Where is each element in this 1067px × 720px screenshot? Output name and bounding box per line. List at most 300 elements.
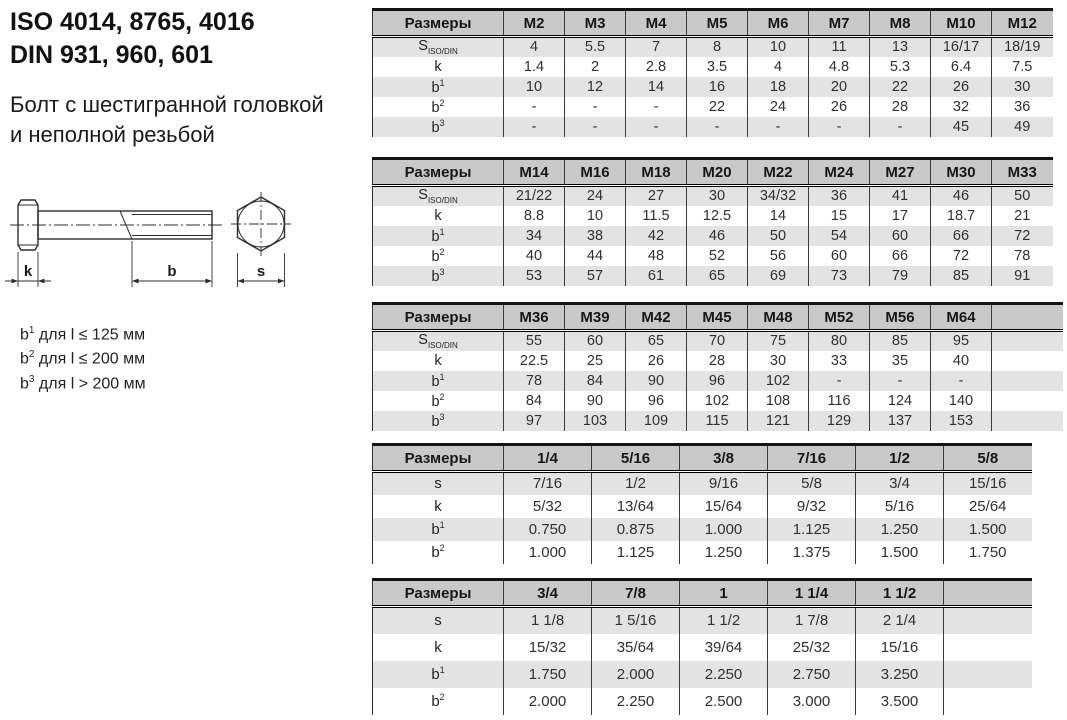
value-cell: 116	[809, 391, 870, 411]
value-cell: 18	[748, 77, 809, 97]
table-row	[373, 391, 1063, 411]
size-column-header	[992, 304, 1063, 331]
value-cell	[992, 411, 1063, 431]
size-column-header: M7	[809, 10, 870, 37]
value-cell: 2.250	[592, 688, 680, 715]
value-cell: 35/64	[592, 634, 680, 661]
value-cell: -	[931, 371, 992, 391]
dimension-k	[5, 252, 51, 287]
value-cell: 17	[870, 206, 931, 226]
value-cell: 21	[992, 206, 1053, 226]
value-cell: 48	[626, 246, 687, 266]
value-cell: -	[565, 97, 626, 117]
value-cell: 15/16	[856, 634, 944, 661]
value-cell: 40	[504, 246, 565, 266]
size-column-header: 7/16	[768, 445, 856, 472]
value-cell: 27	[626, 186, 687, 206]
value-cell: -	[870, 117, 931, 137]
value-cell: 3.500	[856, 688, 944, 715]
subtitle-line-1: Болт с шестигранной головкой	[10, 92, 324, 117]
page-title	[10, 6, 255, 72]
value-cell: 11.5	[626, 206, 687, 226]
bolt-drawing	[0, 188, 300, 293]
value-cell: 3.000	[768, 688, 856, 715]
size-column-header: 1	[680, 580, 768, 607]
value-cell: 22	[687, 97, 748, 117]
size-column-header: 5/16	[592, 445, 680, 472]
value-cell: 40	[931, 351, 992, 371]
value-cell: 103	[565, 411, 626, 431]
value-cell: 1.000	[504, 541, 592, 564]
row-label-cell: k	[434, 352, 442, 369]
row-label-cell: $b^1$	[431, 520, 445, 538]
value-cell: 41	[870, 186, 931, 206]
table-row	[373, 186, 1053, 206]
value-cell: 75	[748, 331, 809, 351]
value-cell: 7/16	[504, 472, 592, 495]
value-cell: 7	[626, 37, 687, 57]
size-column-header: M36	[504, 304, 565, 331]
value-cell	[992, 351, 1063, 371]
value-cell: 3.5	[687, 57, 748, 77]
value-cell: 5/16	[856, 495, 944, 518]
value-cell: 66	[870, 246, 931, 266]
row-label-cell: s	[434, 475, 442, 493]
dimension-s-label: s	[256, 263, 266, 280]
value-cell: 153	[931, 411, 992, 431]
row-label-cell: $b^1$	[431, 371, 445, 390]
size-column-header: 7/8	[592, 580, 680, 607]
row-label-cell: s	[434, 612, 442, 630]
footnote-b2: $b^2$ для l ≤ 200 мм	[20, 349, 146, 368]
size-column-header: M42	[626, 304, 687, 331]
value-cell: 72	[931, 246, 992, 266]
size-column-header: M5	[687, 10, 748, 37]
value-cell: -	[809, 371, 870, 391]
value-cell: 5.5	[565, 37, 626, 57]
value-cell: 10	[504, 77, 565, 97]
size-column-header: M16	[565, 159, 626, 186]
table-row	[373, 206, 1053, 226]
value-cell: 33	[809, 351, 870, 371]
row-label-cell: k	[434, 497, 442, 515]
value-cell: 3/4	[856, 472, 944, 495]
value-cell: 1.375	[768, 541, 856, 564]
value-cell: 140	[931, 391, 992, 411]
value-cell: -	[626, 97, 687, 117]
dimension-table	[372, 302, 1063, 431]
row-label-cell: $b^1$	[431, 665, 445, 683]
value-cell: 102	[748, 371, 809, 391]
value-cell: 45	[931, 117, 992, 137]
size-column-header: M18	[626, 159, 687, 186]
value-cell: 26	[626, 351, 687, 371]
row-label-cell: $b^3$	[431, 117, 445, 136]
size-column-header: M6	[748, 10, 809, 37]
value-cell: 15/32	[504, 634, 592, 661]
table-row	[373, 688, 1032, 715]
size-column-header: M10	[931, 10, 992, 37]
value-cell: 1.500	[856, 541, 944, 564]
value-cell: 96	[687, 371, 748, 391]
value-cell: 56	[748, 246, 809, 266]
value-cell: 5/8	[768, 472, 856, 495]
value-cell: 1.250	[856, 518, 944, 541]
value-cell: 24	[748, 97, 809, 117]
size-column-header: M52	[809, 304, 870, 331]
value-cell: 16/17	[931, 37, 992, 57]
value-cell: 39/64	[680, 634, 768, 661]
value-cell: 30	[687, 186, 748, 206]
value-cell: 60	[870, 226, 931, 246]
bolt-hex-view	[231, 192, 291, 257]
value-cell: 80	[809, 331, 870, 351]
value-cell: 4	[748, 57, 809, 77]
size-column-header: M48	[748, 304, 809, 331]
value-cell: 79	[870, 266, 931, 286]
size-column-header: M45	[687, 304, 748, 331]
table-row	[373, 518, 1032, 541]
value-cell: 10	[748, 37, 809, 57]
value-cell: 1.125	[768, 518, 856, 541]
value-cell: 38	[565, 226, 626, 246]
value-cell: 115	[687, 411, 748, 431]
value-cell: 1.750	[504, 661, 592, 688]
row-label-cell: $b^3$	[431, 411, 445, 430]
row-label-cell: $S_{ISO/DIN}$	[418, 332, 458, 351]
table-row	[373, 541, 1032, 564]
value-cell	[944, 661, 1032, 688]
value-cell: 15/64	[680, 495, 768, 518]
value-cell: -	[565, 117, 626, 137]
value-cell: 1.500	[944, 518, 1032, 541]
footnote-b3: $b^3$ для l > 200 мм	[20, 373, 146, 392]
sizes-header-cell: Размеры	[373, 304, 504, 331]
dimension-b	[132, 241, 212, 287]
value-cell: 65	[626, 331, 687, 351]
dimension-k-label: k	[23, 263, 33, 280]
value-cell: 49	[992, 117, 1053, 137]
page-subtitle	[10, 90, 324, 150]
row-label-cell: $b^2$	[431, 692, 445, 710]
value-cell: 22	[870, 77, 931, 97]
value-cell: 25/64	[944, 495, 1032, 518]
value-cell: 36	[992, 97, 1053, 117]
value-cell: 28	[687, 351, 748, 371]
row-label-cell: $b^2$	[431, 246, 445, 265]
value-cell	[992, 331, 1063, 351]
size-column-header: 1 1/4	[768, 580, 856, 607]
value-cell: 66	[931, 226, 992, 246]
value-cell: 2	[565, 57, 626, 77]
size-column-header: M14	[504, 159, 565, 186]
size-column-header: M64	[931, 304, 992, 331]
value-cell: 36	[809, 186, 870, 206]
size-column-header: 1/4	[504, 445, 592, 472]
value-cell	[944, 688, 1032, 715]
value-cell: 0.875	[592, 518, 680, 541]
table-row	[373, 495, 1032, 518]
dimension-b-label: b	[167, 263, 177, 280]
value-cell: 32	[931, 97, 992, 117]
footnotes	[20, 321, 146, 394]
value-cell: 78	[504, 371, 565, 391]
value-cell: 24	[565, 186, 626, 206]
row-label-cell: $b^1$	[431, 226, 445, 245]
value-cell: 73	[809, 266, 870, 286]
row-label-cell: $b^2$	[431, 543, 445, 561]
value-cell: 121	[748, 411, 809, 431]
value-cell: 53	[504, 266, 565, 286]
value-cell: 72	[992, 226, 1053, 246]
value-cell: -	[626, 117, 687, 137]
value-cell: 70	[687, 331, 748, 351]
size-column-header: M56	[870, 304, 931, 331]
value-cell: 18.7	[931, 206, 992, 226]
value-cell: 60	[809, 246, 870, 266]
value-cell: 96	[626, 391, 687, 411]
value-cell: -	[504, 117, 565, 137]
size-column-header: M39	[565, 304, 626, 331]
value-cell: 60	[565, 331, 626, 351]
value-cell: 15	[809, 206, 870, 226]
table-inch-quarter-to-5-8	[372, 443, 1032, 564]
value-cell: 90	[626, 371, 687, 391]
value-cell	[944, 634, 1032, 661]
value-cell: 34/32	[748, 186, 809, 206]
value-cell: 14	[626, 77, 687, 97]
value-cell: 90	[565, 391, 626, 411]
value-cell: 129	[809, 411, 870, 431]
value-cell: 84	[504, 391, 565, 411]
size-column-header: M3	[565, 10, 626, 37]
value-cell: 137	[870, 411, 931, 431]
value-cell: 97	[504, 411, 565, 431]
value-cell	[944, 607, 1032, 634]
value-cell: 8	[687, 37, 748, 57]
size-column-header: M33	[992, 159, 1053, 186]
table-row	[373, 77, 1053, 97]
table-row	[373, 411, 1063, 431]
value-cell: 16	[687, 77, 748, 97]
value-cell: 0.750	[504, 518, 592, 541]
value-cell: 1.250	[680, 541, 768, 564]
value-cell: 46	[931, 186, 992, 206]
value-cell: -	[504, 97, 565, 117]
table-row	[373, 661, 1032, 688]
row-label-cell: $b^2$	[431, 97, 445, 116]
value-cell: 2.500	[680, 688, 768, 715]
row-label-cell: $b^2$	[431, 391, 445, 410]
dimension-table	[372, 578, 1032, 715]
sizes-header-cell: Размеры	[373, 159, 504, 186]
value-cell: 44	[565, 246, 626, 266]
value-cell: 61	[626, 266, 687, 286]
table-row	[373, 117, 1053, 137]
value-cell: -	[809, 117, 870, 137]
table-row	[373, 97, 1053, 117]
value-cell: 25/32	[768, 634, 856, 661]
table-row	[373, 371, 1063, 391]
size-column-header: M30	[931, 159, 992, 186]
table-row	[373, 37, 1053, 57]
size-column-header: M12	[992, 10, 1053, 37]
table-row	[373, 351, 1063, 371]
value-cell: 50	[992, 186, 1053, 206]
row-label-cell: $S_{ISO/DIN}$	[418, 187, 458, 206]
value-cell: 5.3	[870, 57, 931, 77]
value-cell: 35	[870, 351, 931, 371]
value-cell: 85	[870, 331, 931, 351]
value-cell: 22.5	[504, 351, 565, 371]
value-cell: 10	[565, 206, 626, 226]
value-cell: 1.000	[680, 518, 768, 541]
value-cell: 1/2	[592, 472, 680, 495]
value-cell: 2 1/4	[856, 607, 944, 634]
value-cell: 57	[565, 266, 626, 286]
value-cell: 20	[809, 77, 870, 97]
row-label-cell: $b^3$	[431, 266, 445, 285]
row-label-cell: k	[434, 58, 442, 75]
subtitle-line-2: и неполной резьбой	[10, 122, 215, 147]
value-cell: 15/16	[944, 472, 1032, 495]
value-cell: 109	[626, 411, 687, 431]
value-cell: -	[870, 371, 931, 391]
value-cell: 1 1/8	[504, 607, 592, 634]
value-cell: 55	[504, 331, 565, 351]
sizes-header-cell: Размеры	[373, 10, 504, 37]
dimension-s	[238, 253, 285, 287]
dimension-table	[372, 157, 1053, 286]
size-column-header: M20	[687, 159, 748, 186]
value-cell	[992, 371, 1063, 391]
dimension-table	[372, 8, 1053, 137]
row-label-cell: $S_{ISO/DIN}$	[418, 38, 458, 57]
size-column-header: M8	[870, 10, 931, 37]
value-cell: 95	[931, 331, 992, 351]
table-m14-m33	[372, 157, 1053, 286]
table-m36-m64	[372, 302, 1063, 431]
value-cell: -	[748, 117, 809, 137]
value-cell: 54	[809, 226, 870, 246]
value-cell: 102	[687, 391, 748, 411]
table-row	[373, 634, 1032, 661]
size-column-header: 3/4	[504, 580, 592, 607]
value-cell: 4	[504, 37, 565, 57]
value-cell: 65	[687, 266, 748, 286]
size-column-header: M27	[870, 159, 931, 186]
value-cell: 84	[565, 371, 626, 391]
value-cell: 26	[931, 77, 992, 97]
value-cell: 2.8	[626, 57, 687, 77]
table-row	[373, 331, 1063, 351]
size-column-header: M4	[626, 10, 687, 37]
value-cell: 2.000	[592, 661, 680, 688]
footnote-b1: $b^1$ для l ≤ 125 мм	[20, 325, 146, 344]
value-cell: 6.4	[931, 57, 992, 77]
value-cell: 78	[992, 246, 1053, 266]
table-row	[373, 246, 1053, 266]
value-cell: 1.125	[592, 541, 680, 564]
value-cell: 108	[748, 391, 809, 411]
value-cell: 1.4	[504, 57, 565, 77]
value-cell: 12	[565, 77, 626, 97]
table-row	[373, 472, 1032, 495]
value-cell: 46	[687, 226, 748, 246]
table-m2-m12	[372, 8, 1053, 137]
value-cell: 11	[809, 37, 870, 57]
value-cell: 18/19	[992, 37, 1053, 57]
value-cell: 12.5	[687, 206, 748, 226]
table-row	[373, 57, 1053, 77]
value-cell: 13/64	[592, 495, 680, 518]
row-label-cell: k	[434, 638, 442, 656]
value-cell: 13	[870, 37, 931, 57]
dimension-table	[372, 443, 1032, 564]
value-cell: 69	[748, 266, 809, 286]
value-cell: 26	[809, 97, 870, 117]
value-cell: 30	[748, 351, 809, 371]
value-cell: 2.750	[768, 661, 856, 688]
table-inch-3-4-to-1-1-2	[372, 578, 1032, 715]
value-cell: 85	[931, 266, 992, 286]
value-cell: 4.8	[809, 57, 870, 77]
value-cell: 1 7/8	[768, 607, 856, 634]
size-column-header: M22	[748, 159, 809, 186]
value-cell: 42	[626, 226, 687, 246]
value-cell	[992, 391, 1063, 411]
value-cell: -	[687, 117, 748, 137]
size-column-header: M24	[809, 159, 870, 186]
row-label-cell: $b^1$	[431, 77, 445, 96]
value-cell: 2.000	[504, 688, 592, 715]
size-column-header: 1 1/2	[856, 580, 944, 607]
value-cell: 52	[687, 246, 748, 266]
size-column-header: 3/8	[680, 445, 768, 472]
value-cell: 28	[870, 97, 931, 117]
value-cell: 14	[748, 206, 809, 226]
title-iso-line: ISO 4014, 8765, 4016	[10, 8, 255, 36]
size-column-header	[944, 580, 1032, 607]
value-cell: 1 5/16	[592, 607, 680, 634]
bolt-side-view	[10, 200, 222, 250]
value-cell: 8.8	[504, 206, 565, 226]
value-cell: 124	[870, 391, 931, 411]
size-column-header: 5/8	[944, 445, 1032, 472]
size-column-header: 1/2	[856, 445, 944, 472]
value-cell: 50	[748, 226, 809, 246]
value-cell: 5/32	[504, 495, 592, 518]
size-column-header: M2	[504, 10, 565, 37]
value-cell: 34	[504, 226, 565, 246]
value-cell: 2.250	[680, 661, 768, 688]
title-din-line: DIN 931, 960, 601	[10, 41, 213, 69]
value-cell: 9/32	[768, 495, 856, 518]
value-cell: 21/22	[504, 186, 565, 206]
table-row	[373, 226, 1053, 246]
value-cell: 1 1/2	[680, 607, 768, 634]
sizes-header-cell: Размеры	[373, 580, 504, 607]
table-row	[373, 266, 1053, 286]
value-cell: 25	[565, 351, 626, 371]
sizes-header-cell: Размеры	[373, 445, 504, 472]
row-label-cell: k	[434, 207, 442, 224]
value-cell: 9/16	[680, 472, 768, 495]
value-cell: 30	[992, 77, 1053, 97]
value-cell: 3.250	[856, 661, 944, 688]
table-row	[373, 607, 1032, 634]
value-cell: 91	[992, 266, 1053, 286]
